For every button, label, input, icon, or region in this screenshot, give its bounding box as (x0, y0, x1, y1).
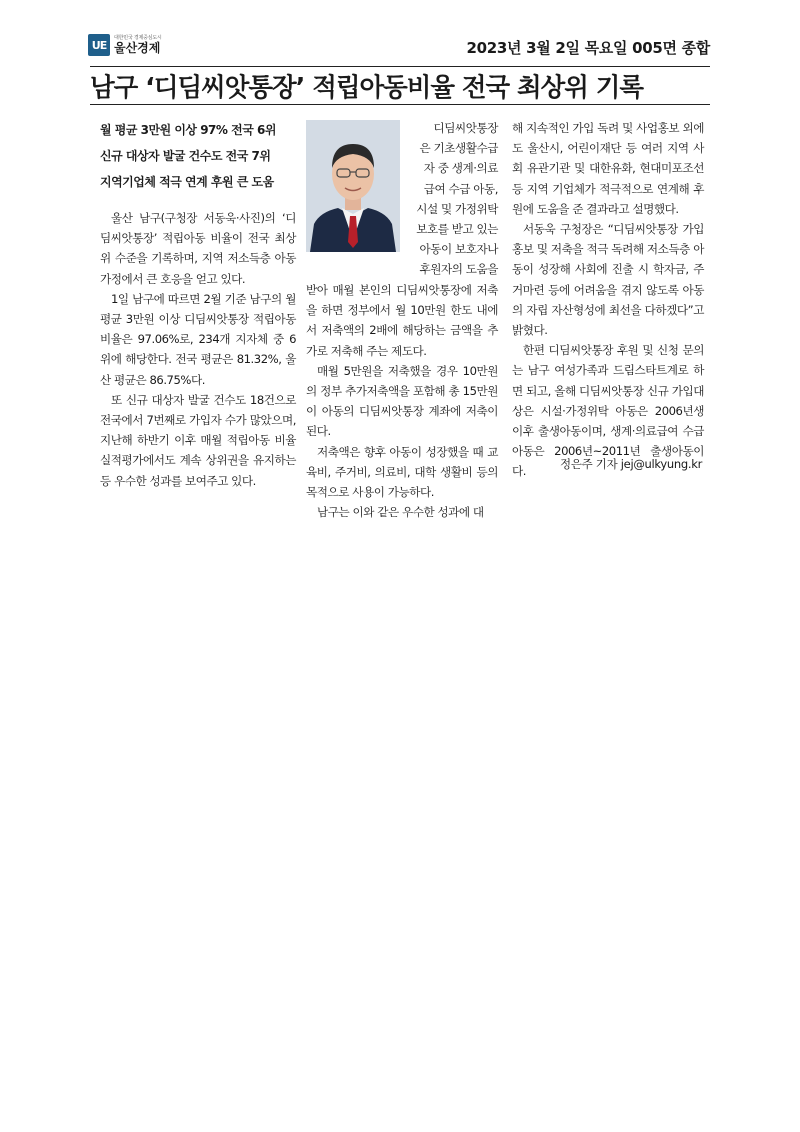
text-line: 보호를 받고 있는 (416, 222, 498, 237)
subheads (100, 117, 300, 195)
mayor-portrait-photo (306, 120, 400, 252)
logo-mark: UE (88, 34, 110, 56)
logo-tagline: 대한민국 경제중심도시 (114, 35, 162, 41)
article-column-1 (100, 208, 296, 491)
logo-name: 울산경제 (114, 41, 161, 55)
paragraph: 한편 디딤씨앗통장 후원 및 신청 문의는 남구 여성가족과 드림스타트계로 하면 되고, 올해 디딤씨앗통장 신규 가입대상은 시설·가정위탁 아동은 2006년생 이후 출생아동이며, 생계·의료급여 수급아동은 2006년~2011년 출생아동이다. (512, 343, 704, 479)
masthead (88, 34, 710, 64)
text-line: 급여 수급 아동, (423, 181, 498, 196)
paragraph: 울산 남구(구청장 서동욱·사진)의 ‘디딤씨앗통장’ 적립아동 비율이 전국 최상위 수준을 기록하며, 지역 저소득층 아동가정에서 큰 호응을 얻고 있다. (100, 211, 296, 286)
paragraph: 저축액은 향후 아동이 성장했을 때 교육비, 주거비, 의료비, 대학 생활비 등의 목적으로 사용이 가능하다. (306, 444, 498, 500)
subhead: 월 평균 3만원 이상 97% 전국 6위 (100, 123, 276, 137)
subhead: 신규 대상자 발굴 건수도 전국 7위 (100, 149, 271, 163)
masthead-rule (90, 66, 710, 67)
text-line: 시설 및 가정위탁 (416, 201, 498, 216)
paragraph: 받아 매월 본인의 디딤씨앗통장에 저축을 하면 정부에서 월 10만원 한도 내에서 저축액의 2배에 해당하는 금액을 추가로 저축해 주는 제도다. (306, 283, 498, 358)
article-column-3 (512, 118, 704, 482)
article-column-2-wrap (402, 118, 498, 280)
headline-rule (90, 104, 710, 105)
article-headline: 남구 ‘디딤씨앗통장’ 적립아동비율 전국 최상위 기록 (90, 73, 644, 103)
paragraph: 해 지속적인 가입 독려 및 사업홍보 외에도 울산시, 어린이재단 등 여러 지역 사회 유관기관 및 대한유화, 현대미포조선 등 지역 기업체가 적극적으로 연계해 후원에 도움을 준 결과라고 설명했다. (512, 121, 704, 216)
text-line: 디딤씨앗통장 (433, 121, 498, 135)
portrait-image (306, 120, 400, 252)
article-column-2 (306, 280, 498, 522)
subhead: 지역기업체 적극 연계 후원 큰 도움 (100, 175, 274, 189)
paragraph: 서동욱 구청장은 “디딤씨앗통장 가입 홍보 및 저축을 적극 독려해 저소득층 아동이 성장해 사회에 진출 시 학자금, 주거마련 등에 어려움을 겪지 않도록 아동의 자립 자산형성에 최선을 다하겠다”고 밝혔다. (512, 222, 704, 338)
paragraph: 매월 5만원을 저축했을 경우 10만원의 정부 추가저축액을 포함해 총 15만원이 아동의 디딤씨앗통장 계좌에 저축이 된다. (306, 363, 498, 439)
paragraph: 남구는 이와 같은 우수한 성과에 대 (317, 505, 484, 520)
paragraph: 또 신규 대상자 발굴 건수도 18건으로 전국에서 7번째로 가입자 수가 많았으며, 지난해 하반기 이후 매월 적립아동 비율 실적평가에서도 계속 상위권을 유지하는 등 우수한 성과를 보여주고 있다. (100, 392, 296, 488)
text-line: 자 중 생계·의료 (423, 161, 498, 176)
paragraph: 1일 남구에 따르면 2월 기준 남구의 월 평균 3만원 이상 디딤씨앗통장 적립아동 비율은 97.06%로, 234개 지자체 중 6위에 해당한다. 전국 평균은 81.32%, 울산 평균은 86.75%다. (100, 291, 296, 387)
text-line: 은 기초생활수급 (419, 141, 498, 156)
text-line: 후원자의 도움을 (419, 262, 498, 277)
reporter-byline: 정은주 기자 jej@ulkyung.kr (560, 457, 702, 471)
issue-date-page: 2023년 3월 2일 목요일 005면 종합 (466, 39, 710, 57)
text-line: 아동이 보호자나 (419, 242, 498, 257)
newspaper-logo (88, 34, 162, 56)
